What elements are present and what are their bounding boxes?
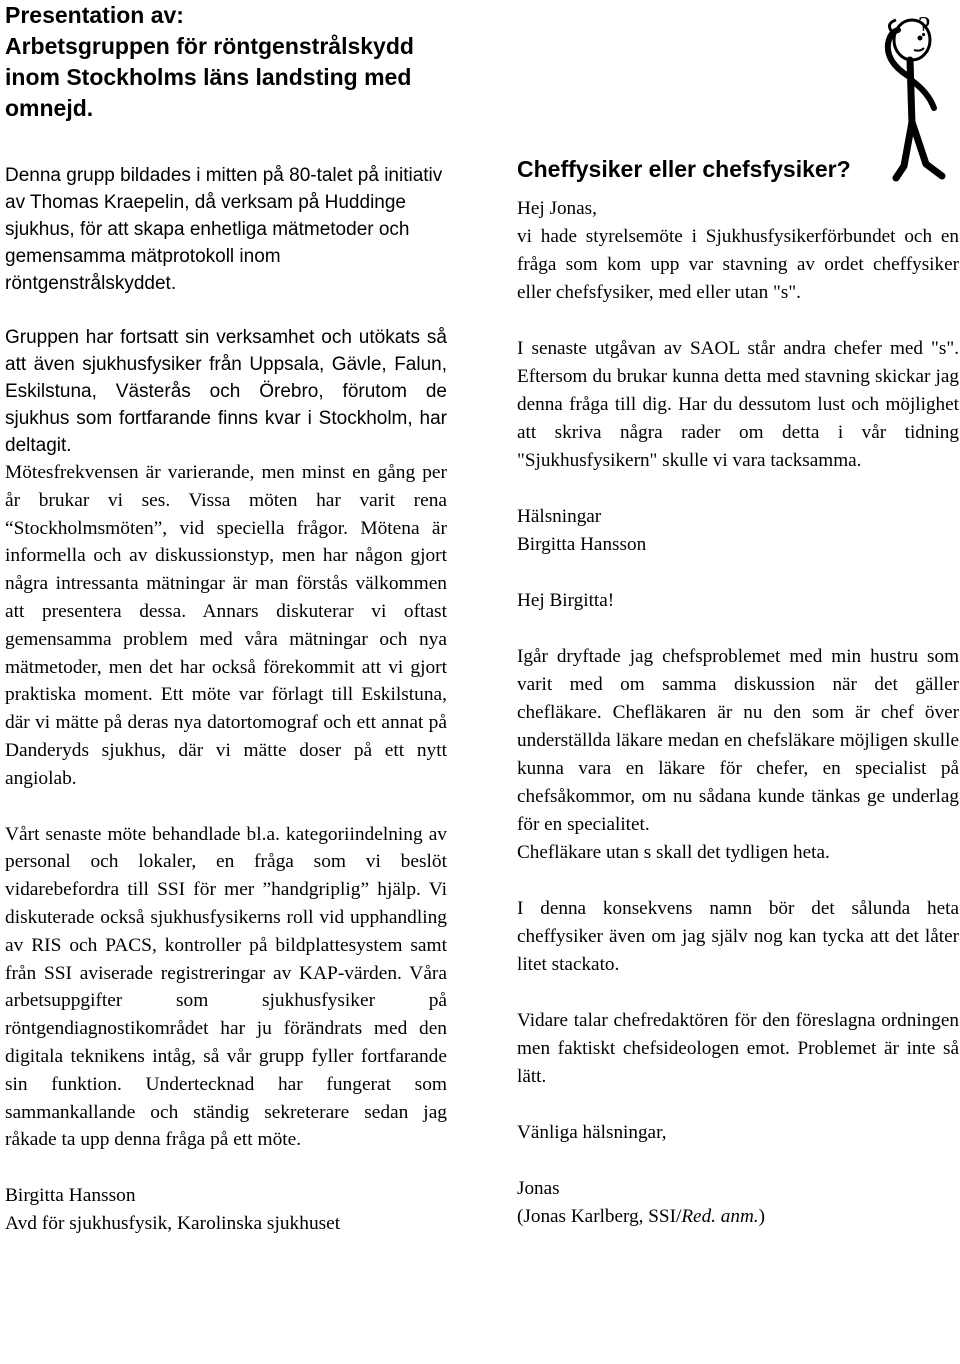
spacer xyxy=(517,559,959,587)
spacer xyxy=(517,979,959,1007)
letter2-paragraph-1: Igår dryftade jag chefsproblemet med min hustru som varit med om samma diskussion när det gäller chefläkare. Chefläkaren är nu den som är chef över underställda läkare medan en chefsläkare möjligen skulle kunna vara en läkare för chefer, en specialist på chefsåkommor, om nu sådana kunde tänkas ge underlag för en specialitet. xyxy=(517,646,959,835)
letter2-paragraph-1b: Chefläkare utan s skall det tydligen heta. xyxy=(517,842,830,863)
right-article-title: Cheffysiker eller chefsfysiker? xyxy=(517,156,851,182)
editor-note: Red. anm. xyxy=(681,1206,759,1227)
spacer xyxy=(517,867,959,895)
signature-name: Birgitta Hansson xyxy=(5,1185,136,1207)
right-column xyxy=(517,154,959,1231)
letter2-closing: Vänliga hälsningar, xyxy=(517,1122,667,1143)
spacer xyxy=(5,1154,447,1182)
letter1-paragraph-1: vi hade styrelsemöte i Sjukhusfysikerförbundet och en fråga som kom upp var stavning av ordet cheffysiker eller chefsfysiker, med eller utan "s". xyxy=(517,226,959,303)
signature-affiliation: Avd för sjukhusfysik, Karolinska sjukhuset xyxy=(5,1212,341,1234)
meetings-paragraph: Mötesfrekvensen är varierande, men minst en gång per år brukar vi ses. Vissa möten har varit rena “Stockholmsmöten”, vid speciella frågor. Mötena är informella och av diskussionstyp, men har någon gjort några intressanta mätningar är man förstås välkommen att presentera dessa. Annars diskuterar vi oftast gemensamma problem med våra mätningar och nya mätmetoder, men det har också förekommit att vi gjort praktiska moment. Ett möte var förlagt till Eskilstuna, där vi mätte på deras nya datortomograf och ett annat på Danderyds sjukhus, där vi mätte doser på ett nytt angiolab. xyxy=(5,462,447,789)
fullname-text: (Jonas Karlberg, SSI/ xyxy=(517,1206,682,1227)
left-column xyxy=(5,0,447,1238)
letter2-closing-name: Jonas xyxy=(517,1178,560,1199)
spacer xyxy=(5,793,447,821)
letter1-closing-name: Birgitta Hansson xyxy=(517,534,647,555)
intro-paragraph: Denna grupp bildades i mitten på 80-talet på initiativ av Thomas Kraepelin, då verksam på Huddinge sjukhus, för att skapa enhetliga mätmetoder och gemensamma mätprotokoll inom röntgenstrålskyddet. xyxy=(5,165,443,294)
spacer xyxy=(5,297,447,324)
signature-block xyxy=(5,1182,447,1238)
letter1-paragraph-2: I senaste utgåvan av SAOL står andra chefer med "s". Eftersom du brukar kunna detta med stavning skickar jag denna fråga till dig. Har du dessutom lust och möjlighet att skriva några rader om detta i vår tidning "Sjukhusfysikern" skulle vi vara tacksamma. xyxy=(517,338,959,471)
headline-line: Arbetsgruppen för röntgenstrålskydd xyxy=(5,33,414,59)
letter2-closing-fullname xyxy=(517,1203,959,1231)
letter2-greeting: Hej Birgitta! xyxy=(517,590,615,611)
headline-line: omnejd. xyxy=(5,95,94,121)
letter2-paragraph-3: Vidare talar chefredaktören för den föreslagna ordningen men faktiskt chefsideologen emot. Problemet är inte så lätt. xyxy=(517,1010,959,1087)
article-headline xyxy=(5,0,447,124)
spacer xyxy=(517,615,959,643)
headline-line: inom Stockholms läns landsting med xyxy=(5,64,412,90)
headline-line: Presentation av: xyxy=(5,2,184,28)
spacer xyxy=(517,1091,959,1119)
latest-meeting-paragraph: Vårt senaste möte behandlade bl.a. kategoriindelning av personal och lokaler, en fråga som vi beslöt vidarebefordra till SSI för mer ”handgriplig” hjälp. Vi diskuterade också sjukhusfysikerns roll vid upphandling av RIS och PACS, kontroller på bildplattesystem samt från SSI aviserade registreringar av KAP-värden. Våra arbetsuppgifter som sjukhusfysiker på röntgendiagnostikområdet har ju förändrats med den digitala teknikens intåg, så vår grupp fyller fortfarande sin funktion. Undertecknad har fungerat som sammankallande och ständig sekreterare sedan jag råkade ta upp denna fråga på ett möte. xyxy=(5,823,447,1151)
letter1-greeting: Hej Jonas, xyxy=(517,198,597,219)
spacer xyxy=(517,475,959,503)
fullname-close-paren: ) xyxy=(758,1206,765,1227)
letter2-paragraph-2: I denna konsekvens namn bör det sålunda heta cheffysiker även om jag själv nog kan tycka att det låter litet stackato. xyxy=(517,898,959,975)
spacer xyxy=(517,307,959,335)
members-paragraph: Gruppen har fortsatt sin verksamhet och utökats så att även sjukhusfysiker från Uppsala, Gävle, Falun, Eskilstuna, Västerås och Örebro, förutom de sjukhus som fortfarande finns kvar i Stockholm, har deltagit. xyxy=(5,327,447,456)
spacer xyxy=(517,1147,959,1175)
letter1-closing: Hälsningar xyxy=(517,506,602,527)
question-mark: ? xyxy=(918,12,931,43)
